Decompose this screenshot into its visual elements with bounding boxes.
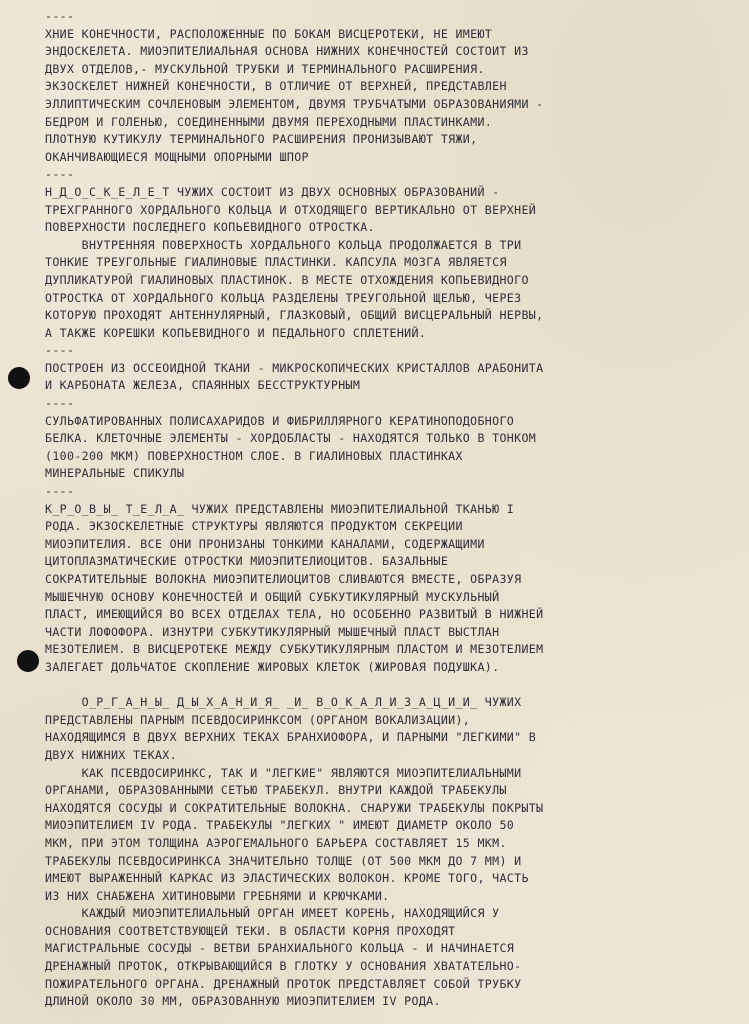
text-line: ДУПЛИКАТУРОЙ ГИАЛИНОВЫХ ПЛАСТИНОК. В МЕСТЕ ОТХОЖДЕНИЯ КОПЬЕВИДНОГО (45, 272, 529, 287)
text-line: МЕЗОТЕЛИЕМ. В ВИСЦЕРОТЕКЕ МЕЖДУ СУБКУТИКУЛЯРНЫМ ПЛАСТОМ И МЕЗОТЕЛИЕМ (45, 642, 544, 657)
text-line: ПЛАСТ, ИМЕЮЩИЙСЯ ВО ВСЕХ ОТДЕЛАХ ТЕЛА, НО ОСОБЕННО РАЗВИТЫЙ В НИЖНЕЙ (45, 607, 544, 622)
text-line: (100-200 МКМ) ПОВЕРХНОСТНОМ СЛОЕ. В ГИАЛИНОВЫХ ПЛАСТИНКАХ (45, 448, 463, 463)
section-separator: ---- (45, 167, 75, 182)
text-line: ИЗ НИХ СНАБЖЕНА ХИТИНОВЫМИ ГРЕБНЯМИ И КРЮЧКАМИ. (45, 888, 390, 903)
text-line: ВНУТРЕННЯЯ ПОВЕРХНОСТЬ ХОРДАЛЬНОГО КОЛЬЦА ПРОДОЛЖАЕТСЯ В ТРИ (45, 237, 522, 252)
text-line: О_Р_Г_А_Н_Ы_ Д_Ы_Х_А_Н_И_Я_ _И_ В_О_К_А_Л_И_З_А_Ц_И_И_ ЧУЖИХ (45, 695, 522, 710)
text-line: ТРАБЕКУЛЫ ПСЕВДОСИРИНКСА ЗНАЧИТЕЛЬНО ТОЛЩЕ (ОТ 500 МКМ ДО 7 ММ) И (45, 853, 522, 868)
text-line: НАХОДЯТСЯ СОСУДЫ И СОКРАТИТЕЛЬНЫЕ ВОЛОКНА. СНАРУЖИ ТРАБЕКУЛЫ ПОКРЫТЫ (45, 800, 544, 815)
text-line: БЕДРОМ И ГОЛЕНЬЮ, СОЕДИНЕННЫМИ ДВУМЯ ПЕРЕХОДНЫМИ ПЛАСТИНКАМИ. (45, 114, 493, 129)
text-line: ЗАЛЕГАЕТ ДОЛЬЧАТОЕ СКОПЛЕНИЕ ЖИРОВЫХ КЛЕТОК (ЖИРОВАЯ ПОДУШКА). (45, 659, 500, 674)
text-line: КОТОРУЮ ПРОХОДЯТ АНТЕННУЛЯРНЫЙ, ГЛАЗКОВЫЙ, ОБЩИЙ ВИСЦЕРАЛЬНЫЙ НЕРВЫ, (45, 308, 544, 323)
section-separator: ---- (45, 343, 75, 358)
text-line: И КАРБОНАТА ЖЕЛЕЗА, СПАЯННЫХ БЕССТРУКТУРНЫМ (45, 378, 361, 393)
text-line: КАЖДЫЙ МИОЭПИТЕЛИАЛЬНЫЙ ОРГАН ИМЕЕТ КОРЕНЬ, НАХОДЯЩИЙСЯ У (45, 906, 500, 921)
section-separator: ---- (45, 396, 75, 411)
text-line: ДВУХ ОТДЕЛОВ,- МУСКУЛЬНОЙ ТРУБКИ И ТЕРМИНАЛЬНОГО РАСШИРЕНИЯ. (45, 61, 485, 76)
text-line: ИМЕЮТ ВЫРАЖЕННЫЙ КАРКАС ИЗ ЭЛАСТИЧЕСКИХ ВОЛОКОН. КРОМЕ ТОГО, ЧАСТЬ (45, 871, 529, 886)
text-line: ПОВЕРХНОСТИ ПОСЛЕДНЕГО КОПЬЕВИДНОГО ОТРОСТКА. (45, 220, 375, 235)
text-line: НАХОДЯЩИМСЯ В ДВУХ ВЕРХНИХ ТЕКАХ БРАНХИОФОРА, И ПАРНЫМИ "ЛЕГКИМИ" В (45, 730, 537, 745)
text-line: ОКАНЧИВАЮЩИЕСЯ МОЩНЫМИ ОПОРНЫМИ ШПОР (45, 149, 309, 164)
section-separator: ---- (45, 484, 75, 499)
text-line: ЭЛЛИПТИЧЕСКИМ СОЧЛЕНОВЫМ ЭЛЕМЕНТОМ, ДВУМЯ ТРУБЧАТЫМИ ОБРАЗОВАНИЯМИ - (45, 96, 544, 111)
text-line: ЧАСТИ ЛОФОФОРА. ИЗНУТРИ СУБКУТИКУЛЯРНЫЙ МЫШЕЧНЫЙ ПЛАСТ ВЫСТЛАН (45, 624, 500, 639)
text-line: ОРГАНАМИ, ОБРАЗОВАННЫМИ СЕТЬЮ ТРАБЕКУЛ. ВНУТРИ КАЖДОЙ ТРАБЕКУЛЫ (45, 783, 507, 798)
text-line: МИНЕРАЛЬНЫЕ СПИКУЛЫ (45, 466, 185, 481)
text-line: СОКРАТИТЕЛЬНЫЕ ВОЛОКНА МИОЭПИТЕЛИОЦИТОВ СЛИВАЮТСЯ ВМЕСТЕ, ОБРАЗУЯ (45, 572, 522, 586)
text-line: КАК ПСЕВДОСИРИНКС, ТАК И "ЛЕГКИЕ" ЯВЛЯЮТСЯ МИОЭПИТЕЛИАЛЬНЫМИ (45, 765, 522, 780)
text-line: ОСНОВАНИЯ СООТВЕТСТВУЮЩЕЙ ТЕКИ. В ОБЛАСТИ КОРНЯ ПРОХОДЯТ (45, 923, 456, 938)
text-line: ТОНКИЕ ТРЕУГОЛЬНЫЕ ГИАЛИНОВЫЕ ПЛАСТИНКИ. КАПСУЛА МОЗГА ЯВЛЯЕТСЯ (45, 255, 507, 270)
section-separator: ---- (45, 9, 75, 23)
text-line: МЫШЕЧНУЮ ОСНОВУ КОНЕЧНОСТЕЙ И ОБЩИЙ СУБКУТИКУЛЯРНЫЙ МУСКУЛЬНЫЙ (45, 589, 500, 604)
text-line: МИОЭПИТЕЛИЕМ IV РОДА. ТРАБЕКУЛЫ "ЛЕГКИХ " ИМЕЮТ ДИАМЕТР ОКОЛО 50 (45, 818, 515, 833)
punch-hole-upper (8, 367, 30, 389)
text-line: ОТРОСТКА ОТ ХОРДАЛЬНОГО КОЛЬЦА РАЗДЕЛЕНЫ ТРЕУГОЛЬНОЙ ЩЕЛЬЮ, ЧЕРЕЗ (45, 290, 522, 305)
text-line: РОДА. ЭКЗОСКЕЛЕТНЫЕ СТРУКТУРЫ ЯВЛЯЮТСЯ ПРОДУКТОМ СЕКРЕЦИИ (45, 519, 463, 534)
text-line: ПОЖИРАТЕЛЬНОГО ОРГАНА. ДРЕНАЖНЫЙ ПРОТОК ПРЕДСТАВЛЯЕТ СОБОЙ ТРУБКУ (45, 976, 522, 991)
text-line: ПОСТРОЕН ИЗ ОССЕОИДНОЙ ТКАНИ - МИКРОСКОПИЧЕСКИХ КРИСТАЛЛОВ АРАБОНИТА (45, 360, 544, 375)
text-line: СУЛЬФАТИРОВАННЫХ ПОЛИСАХАРИДОВ И ФИБРИЛЛЯРНОГО КЕРАТИНОПОДОБНОГО (45, 413, 515, 428)
text-line: БЕЛКА. КЛЕТОЧНЫЕ ЭЛЕМЕНТЫ - ХОРДОБЛАСТЫ - НАХОДЯТСЯ ТОЛЬКО В ТОНКОМ (45, 431, 537, 446)
text-line: ДЛИНОЙ ОКОЛО 30 ММ, ОБРАЗОВАННУЮ МИОЭПИТЕЛИЕМ IV РОДА. (45, 994, 441, 1009)
text-line: МИОЭПИТЕЛИЯ. ВСЕ ОНИ ПРОНИЗАНЫ ТОНКИМИ КАНАЛАМИ, СОДЕРЖАЩИМИ (45, 536, 485, 551)
text-line: МКМ, ПРИ ЭТОМ ТОЛЩИНА АЭРОГЕМАЛЬНОГО БАРЬЕРА СОСТАВЛЯЕТ 15 МКМ. (45, 835, 507, 850)
punch-hole-lower (17, 650, 39, 672)
section-separator (45, 677, 735, 695)
text-line: ДВУХ НИЖНИХ ТЕКАХ. (45, 747, 177, 762)
document-text (45, 8, 735, 1011)
text-line: А ТАКЖЕ КОРЕШКИ КОПЬЕВИДНОГО И ПЕДАЛЬНОГО СПЛЕТЕНИЙ. (45, 325, 427, 340)
text-line: ДРЕНАЖНЫЙ ПРОТОК, ОТКРЫВАЮЩИЙСЯ В ГЛОТКУ У ОСНОВАНИЯ ХВАТАТЕЛЬНО- (45, 959, 522, 974)
text-line: ТРЕХГРАННОГО ХОРДАЛЬНОГО КОЛЬЦА И ОТХОДЯЩЕГО ВЕРТИКАЛЬНО ОТ ВЕРХНЕЙ (45, 202, 537, 217)
text-line: Н_Д_О_С_К_Е_Л_Е_Т ЧУЖИХ СОСТОИТ ИЗ ДВУХ ОСНОВНЫХ ОБРАЗОВАНИЙ - (45, 184, 500, 199)
text-line: ХНИЕ КОНЕЧНОСТИ, РАСПОЛОЖЕННЫЕ ПО БОКАМ ВИСЦЕРОТЕКИ, НЕ ИМЕЮТ (45, 26, 493, 41)
text-line: ЭКЗОСКЕЛЕТ НИЖНЕЙ КОНЕЧНОСТИ, В ОТЛИЧИЕ ОТ ВЕРХНЕЙ, ПРЕДСТАВЛЕН (45, 79, 507, 94)
text-line: ЦИТОПЛАЗМАТИЧЕСКИЕ ОТРОСТКИ МИОЭПИТЕЛИОЦИТОВ. БАЗАЛЬНЫЕ (45, 554, 449, 569)
text-line: ПРЕДСТАВЛЕНЫ ПАРНЫМ ПСЕВДОСИРИНКСОМ (ОРГАНОМ ВОКАЛИЗАЦИИ), (45, 712, 471, 727)
text-line: К_Р_О_В_Ы_ Т_Е_Л_А_ ЧУЖИХ ПРЕДСТАВЛЕНЫ МИОЭПИТЕЛИАЛЬНОЙ ТКАНЬЮ I (45, 501, 515, 516)
text-line: МАГИСТРАЛЬНЫЕ СОСУДЫ - ВЕТВИ БРАНХИАЛЬНОГО КОЛЬЦА - И НАЧИНАЕТСЯ (45, 941, 515, 956)
text-line: ЭНДОСКЕЛЕТА. МИОЭПИТЕЛИАЛЬНАЯ ОСНОВА НИЖНИХ КОНЕЧНОСТЕЙ СОСТОИТ ИЗ (45, 44, 529, 59)
text-line: ПЛОТНУЮ КУТИКУЛУ ТЕРМИНАЛЬНОГО РАСШИРЕНИЯ ПРОНИЗЫВАЮТ ТЯЖИ, (45, 132, 478, 147)
